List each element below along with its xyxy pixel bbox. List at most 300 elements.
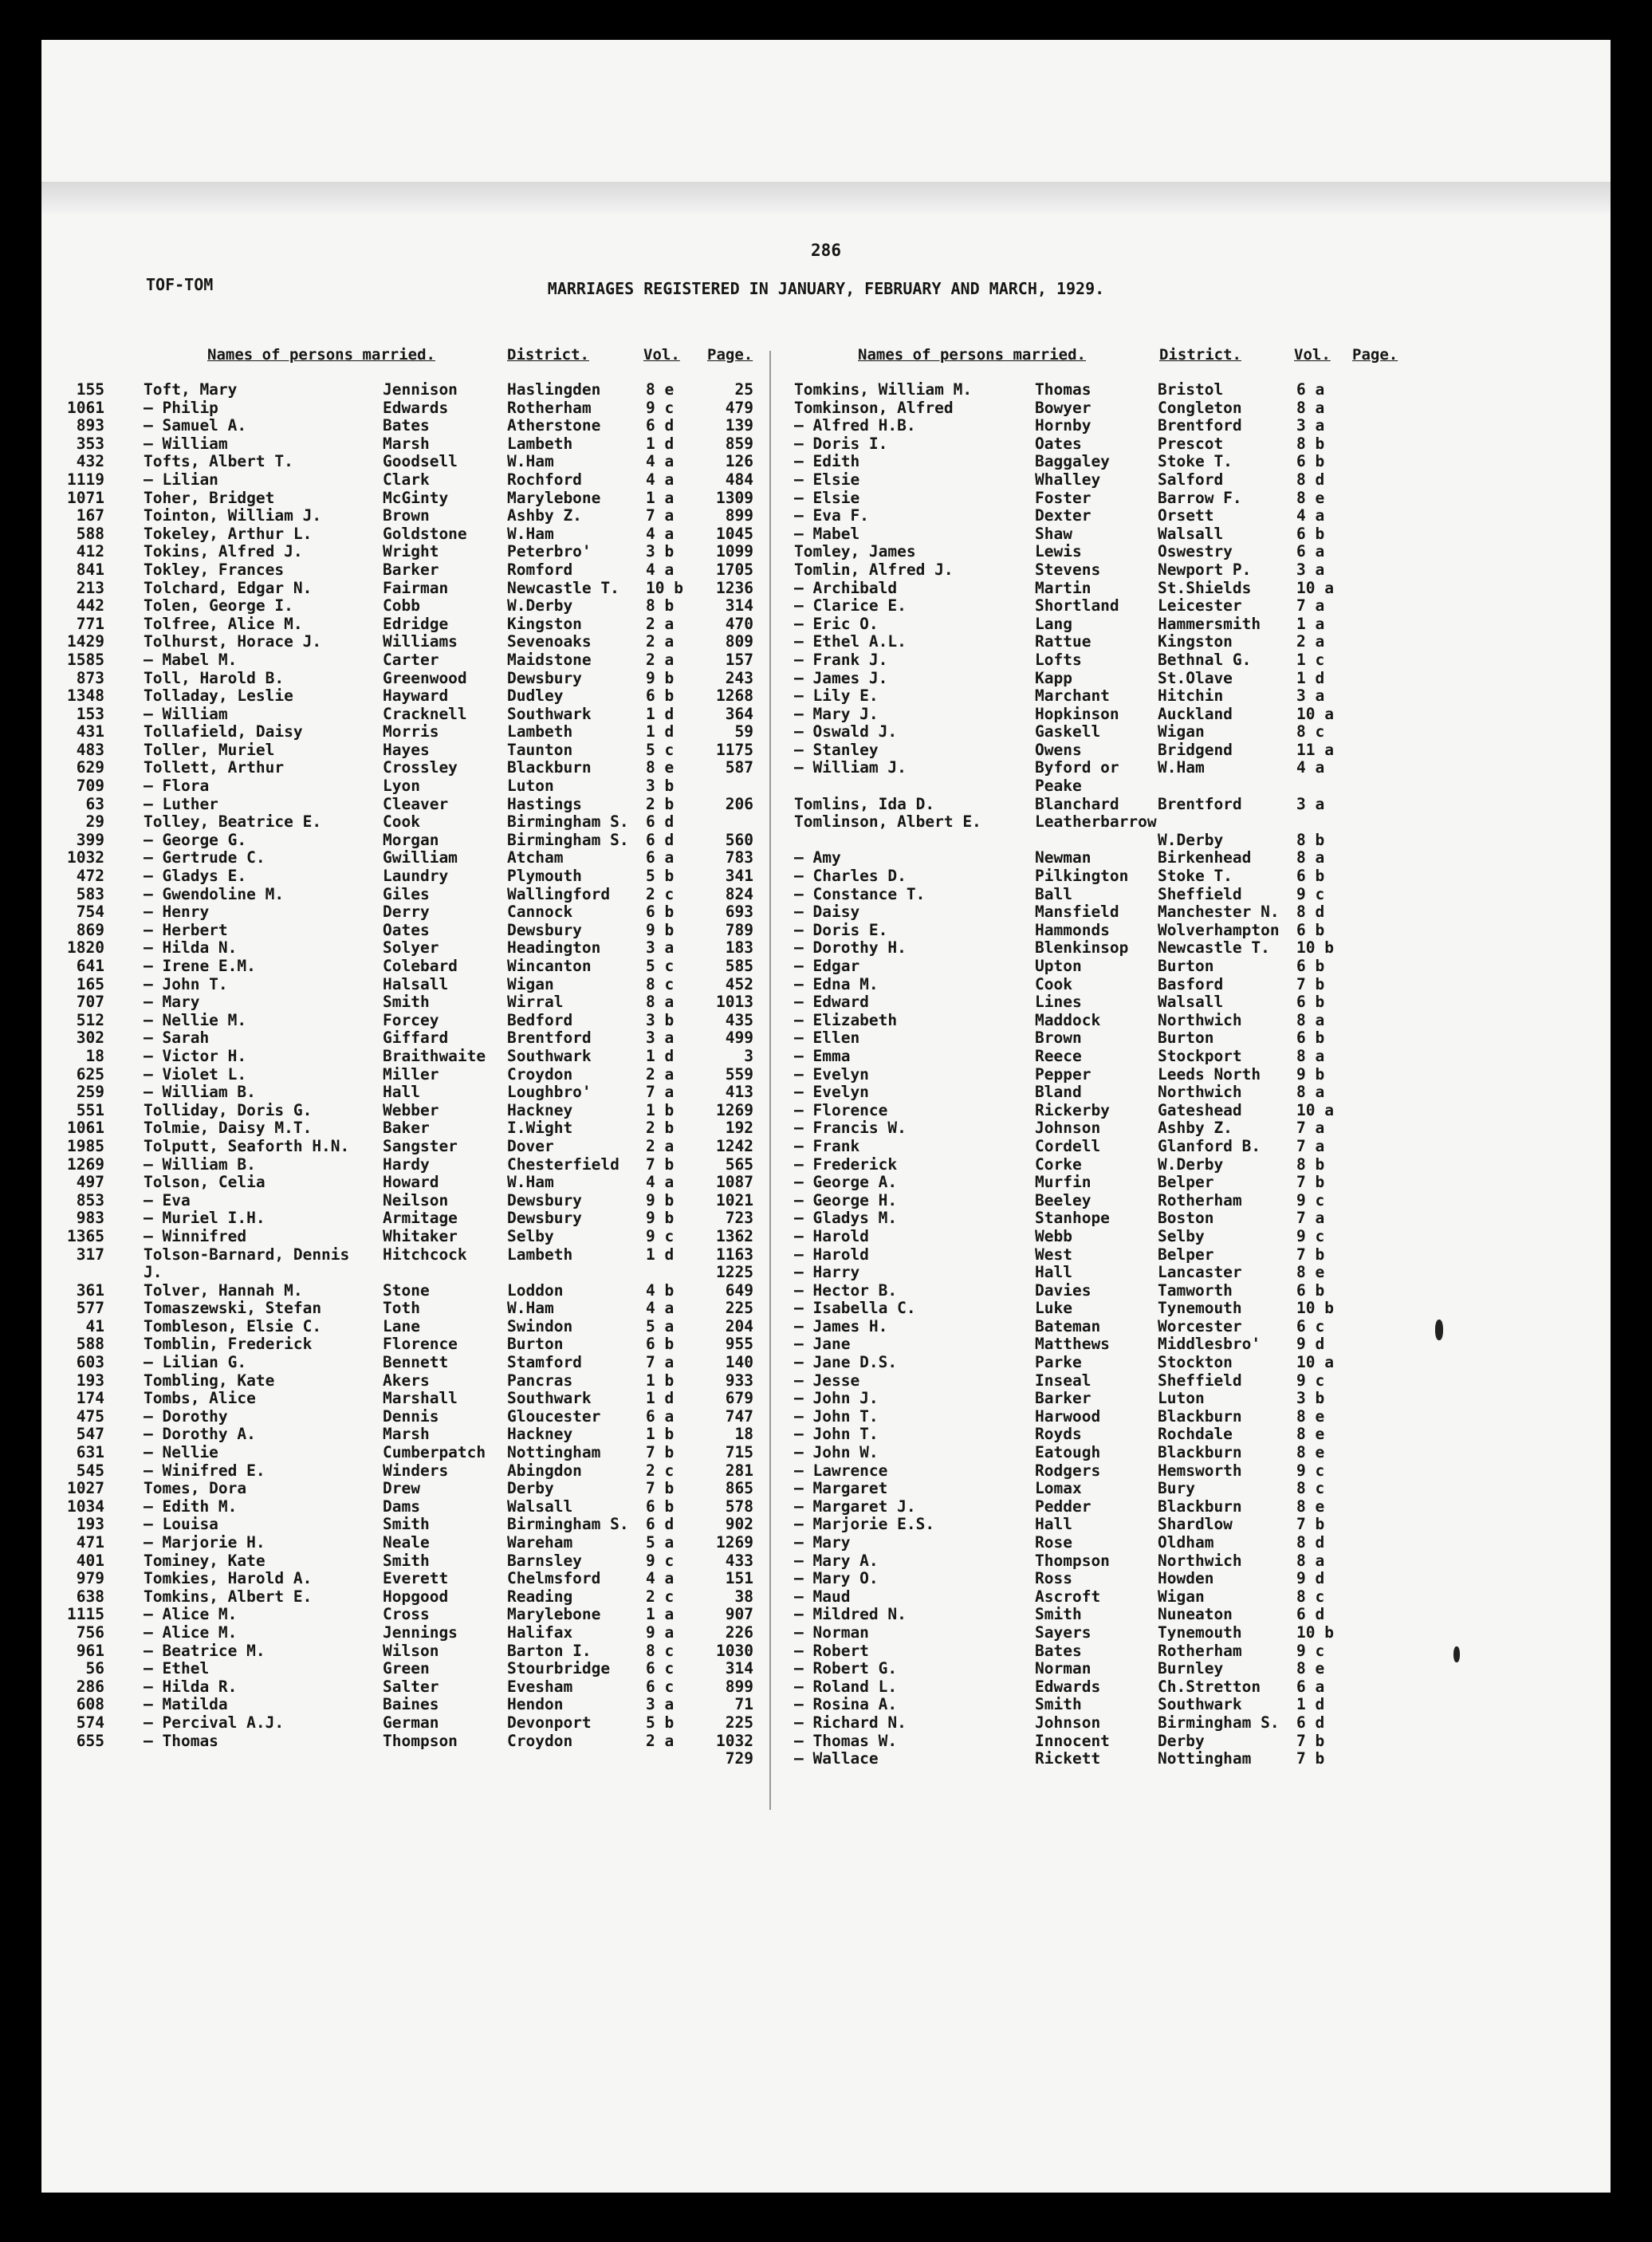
- entry-page: 302: [76, 1029, 104, 1048]
- entry-name: — John T.: [144, 974, 228, 993]
- entry-spouse-surname: Dexter: [1035, 506, 1092, 525]
- entry-volume: 8 e: [1296, 1443, 1325, 1462]
- entry-district: Wigan: [1158, 1587, 1205, 1606]
- entry-volume: 6 d: [646, 1515, 675, 1534]
- entry-page: 1061: [67, 1119, 104, 1138]
- entry-spouse-surname: Whalley: [1035, 470, 1101, 489]
- punch-mark: [1435, 1320, 1443, 1340]
- entry-name: — Emma: [794, 1046, 851, 1065]
- entry-page: 1027: [67, 1479, 104, 1498]
- entry-volume: 6 b: [1296, 524, 1325, 543]
- entry-name: Toll, Harold B.: [144, 668, 285, 687]
- entry-name: — Frank J.: [794, 650, 888, 669]
- entry-volume: 4 a: [646, 1299, 675, 1318]
- entry-spouse-surname: Newman: [1035, 848, 1092, 867]
- entry-name: — Louisa: [144, 1515, 218, 1534]
- entry-spouse-surname: Giffard: [383, 1029, 449, 1048]
- entry-spouse-surname: Johnson: [1035, 1713, 1101, 1732]
- entry-page: 545: [76, 1461, 104, 1480]
- entry-volume: 3 a: [646, 1029, 675, 1048]
- entry-spouse-surname: Drew: [383, 1479, 420, 1498]
- entry-name: — John T.: [794, 1425, 879, 1444]
- entry-name: — Archibald: [794, 578, 898, 597]
- entry-spouse-surname: Morris: [383, 722, 439, 741]
- entry-page: 789: [725, 920, 753, 939]
- entry-district: Cannock: [507, 903, 573, 922]
- entry-district: Ashby Z.: [1158, 1119, 1233, 1138]
- page-title: MARRIAGES REGISTERED IN JANUARY, FEBRUARY AND MARCH, 1929.: [547, 279, 1105, 298]
- entry-page: 1362: [716, 1226, 753, 1245]
- entry-spouse-surname: Clark: [383, 470, 430, 489]
- entry-volume: 10 a: [1296, 578, 1334, 597]
- entry-district: Ch.Stretton: [1158, 1677, 1261, 1696]
- entry-name: Tombleson, Elsie C.: [144, 1316, 322, 1335]
- entry-district: Congleton: [1158, 398, 1242, 417]
- entry-name: — Marjorie H.: [144, 1533, 266, 1552]
- entry-spouse-surname: Lane: [383, 1316, 420, 1335]
- entry-volume: 7 a: [646, 1083, 675, 1102]
- names-header: Names of persons married.: [207, 346, 435, 364]
- entry-page: 484: [725, 470, 753, 489]
- entry-volume: 8 e: [646, 758, 675, 777]
- entry-spouse-surname: Hornby: [1035, 416, 1092, 435]
- entry-spouse-surname: German: [383, 1713, 439, 1732]
- entry-volume: 4 b: [646, 1280, 675, 1300]
- page-header: Page.: [1352, 346, 1398, 364]
- entry-district: Reading: [507, 1587, 573, 1606]
- entry-district: Southwark: [507, 704, 592, 723]
- entry-spouse-surname: Cracknell: [383, 704, 467, 723]
- entry-volume: 2 b: [646, 794, 675, 813]
- entry-name: — Mary: [794, 1533, 851, 1552]
- entry-volume: 2 a: [646, 1731, 675, 1750]
- entry-volume: 4 a: [646, 1173, 675, 1192]
- entry-volume: 8 e: [1296, 1425, 1325, 1444]
- entry-spouse-surname: Kapp: [1035, 668, 1072, 687]
- entry-district: Blackburn: [507, 758, 592, 777]
- entry-page: 1242: [716, 1136, 753, 1155]
- entry-district: Birmingham S.: [507, 1515, 629, 1534]
- entry-spouse-surname: Wilson: [383, 1641, 439, 1660]
- entry-spouse-surname: Forcey: [383, 1010, 439, 1029]
- entry-volume: 8 e: [1296, 1497, 1325, 1516]
- entry-name: — Flora: [144, 777, 210, 796]
- entry-district: Peterbro': [507, 542, 592, 561]
- entry-volume: 8 c: [1296, 1479, 1325, 1498]
- entry-district: Barrow F.: [1158, 488, 1242, 507]
- entry-district: Stourbridge: [507, 1659, 611, 1678]
- entry-volume: 2 a: [646, 650, 675, 669]
- entry-volume: 3 a: [1296, 686, 1325, 706]
- entry-volume: 5 a: [646, 1533, 675, 1552]
- entry-volume: 8 e: [1296, 1263, 1325, 1282]
- entry-volume: 10 a: [1296, 704, 1334, 723]
- entry-district: Sevenoaks: [507, 632, 592, 651]
- entry-spouse-surname: Baines: [383, 1695, 439, 1714]
- entry-volume: 1 d: [646, 1046, 675, 1065]
- entry-page: 574: [76, 1713, 104, 1732]
- entry-page: 314: [725, 596, 753, 616]
- entry-district: W.Ham: [507, 524, 554, 543]
- entry-page: 577: [76, 1299, 104, 1318]
- entry-name: Tomlin, Alfred J.: [794, 560, 954, 579]
- entry-spouse-surname: Cumberpatch: [383, 1443, 486, 1462]
- entry-district: Barton I.: [507, 1641, 592, 1660]
- entry-district: Prescot: [1158, 434, 1224, 453]
- entry-spouse-surname: Everett: [383, 1569, 449, 1588]
- entry-volume: 6 b: [1296, 957, 1325, 975]
- entry-spouse-surname: Martin: [1035, 578, 1092, 597]
- entry-district: Halifax: [507, 1622, 573, 1642]
- entry-name: — Harold: [794, 1226, 869, 1245]
- entry-district: Orsett: [1158, 506, 1214, 525]
- entry-page: 979: [76, 1569, 104, 1588]
- entry-spouse-surname: Goldstone: [383, 524, 467, 543]
- entry-district: Bedford: [507, 1010, 573, 1029]
- entry-name: — John J.: [794, 1389, 879, 1408]
- entry-page: 38: [734, 1587, 753, 1606]
- entry-volume: 2 c: [646, 1587, 675, 1606]
- entry-volume: 10 b: [1296, 938, 1334, 958]
- entry-spouse-surname: Marchant: [1035, 686, 1110, 706]
- entry-page: 401: [76, 1551, 104, 1570]
- entry-page: 585: [725, 957, 753, 975]
- entry-spouse-surname: Ascroft: [1035, 1587, 1101, 1606]
- vol-header: Vol.: [1294, 346, 1331, 364]
- entry-page: 29: [85, 812, 104, 832]
- entry-spouse-surname: Rodgers: [1035, 1461, 1101, 1480]
- entry-district: Kingston: [1158, 632, 1233, 651]
- entry-district: Blackburn: [1158, 1406, 1242, 1426]
- entry-volume: 8 a: [1296, 1046, 1325, 1065]
- entry-district: St.Shields: [1158, 578, 1252, 597]
- entry-name: — Edward: [794, 993, 869, 1012]
- entry-page: 361: [76, 1280, 104, 1300]
- entry-spouse-surname: Brown: [1035, 1029, 1082, 1048]
- entry-volume: 1 b: [646, 1371, 675, 1390]
- entry-name: — Violet L.: [144, 1064, 247, 1084]
- entry-volume: 2 a: [646, 614, 675, 633]
- entry-page: 1269: [716, 1533, 753, 1552]
- entry-spouse-surname: Shaw: [1035, 524, 1072, 543]
- entry-district: Ashby Z.: [507, 506, 582, 525]
- entry-district: Oswestry: [1158, 542, 1233, 561]
- entry-district: Tamworth: [1158, 1280, 1233, 1300]
- entry-name: Tokley, Frances: [144, 560, 285, 579]
- entry-spouse-surname: Rickerby: [1035, 1100, 1110, 1119]
- entry-district: Loughbro': [507, 1083, 592, 1102]
- entry-district: Bridgend: [1158, 740, 1233, 759]
- entry-district: Walsall: [1158, 524, 1224, 543]
- entry-page: 499: [725, 1029, 753, 1048]
- entry-district: Wareham: [507, 1533, 573, 1552]
- entry-district: Auckland: [1158, 704, 1233, 723]
- entry-district: Howden: [1158, 1569, 1214, 1588]
- entry-name: Tolley, Beatrice E.: [144, 812, 322, 832]
- entry-volume: 7 a: [1296, 1119, 1325, 1138]
- entry-district: Hendon: [507, 1695, 564, 1714]
- entry-spouse-surname: Lewis: [1035, 542, 1082, 561]
- entry-name: — Marjorie E.S.: [794, 1515, 935, 1534]
- entry-district: Bristol: [1158, 380, 1224, 399]
- entry-district: Wolverhampton: [1158, 920, 1280, 939]
- entry-page: 588: [76, 1335, 104, 1354]
- entry-page: 56: [85, 1659, 104, 1678]
- entry-volume: 7 a: [646, 506, 675, 525]
- entry-district: Plymouth: [507, 867, 582, 886]
- entry-page: 655: [76, 1731, 104, 1750]
- entry-district: W.Ham: [507, 1299, 554, 1318]
- entry-volume: 5 b: [646, 1713, 675, 1732]
- entry-district: Lambeth: [507, 1245, 573, 1264]
- entry-name: — Beatrice M.: [144, 1641, 266, 1660]
- entry-district: Belper: [1158, 1173, 1214, 1192]
- entry-spouse-surname: Blenkinsop: [1035, 938, 1129, 958]
- entry-page: 1099: [716, 542, 753, 561]
- entry-district: Abingdon: [507, 1461, 582, 1480]
- entry-name: — Ethel: [144, 1659, 210, 1678]
- entry-page: 3: [744, 1046, 753, 1065]
- entry-page: 638: [76, 1587, 104, 1606]
- entry-page: 140: [725, 1353, 753, 1372]
- entry-spouse-surname: Smith: [1035, 1695, 1082, 1714]
- entry-spouse-surname: Innocent: [1035, 1731, 1110, 1750]
- entry-volume: 6 c: [646, 1659, 675, 1678]
- entry-name: Toft, Mary: [144, 380, 238, 399]
- entry-volume: 5 c: [646, 740, 675, 759]
- entry-district: Southwark: [507, 1046, 592, 1065]
- entry-volume: 6 d: [646, 830, 675, 849]
- entry-volume: 8 b: [646, 596, 675, 616]
- entry-name: — Lily E.: [794, 686, 879, 706]
- entry-page: 1236: [716, 578, 753, 597]
- entry-name: Tolson, Celia: [144, 1173, 266, 1192]
- entry-district: Devonport: [507, 1713, 592, 1732]
- entry-name: — Clarice E.: [794, 596, 907, 616]
- entry-page: 497: [76, 1173, 104, 1192]
- entry-spouse-surname: Cross: [383, 1605, 430, 1624]
- entry-volume: 2 b: [646, 1119, 675, 1138]
- punch-mark: [1453, 1646, 1460, 1662]
- entry-page: 18: [85, 1046, 104, 1065]
- entry-page: 470: [725, 614, 753, 633]
- entry-spouse-surname: Rickett: [1035, 1749, 1101, 1768]
- entry-page: 893: [76, 416, 104, 435]
- entry-page: 961: [76, 1641, 104, 1660]
- entry-name: Tomlins, Ida D.: [794, 794, 935, 813]
- entry-page: 1032: [67, 848, 104, 867]
- entry-volume: 2 a: [646, 632, 675, 651]
- entry-volume: 9 c: [1296, 1226, 1325, 1245]
- entry-district: Gateshead: [1158, 1100, 1242, 1119]
- entry-volume: 3 a: [646, 1695, 675, 1714]
- entry-district: Kingston: [507, 614, 582, 633]
- entry-name: — Nellie M.: [144, 1010, 247, 1029]
- entry-page: 1269: [716, 1100, 753, 1119]
- entry-name: — Sarah: [144, 1029, 210, 1048]
- entry-spouse-surname: Armitage: [383, 1209, 458, 1228]
- entry-volume: 6 b: [1296, 867, 1325, 886]
- entry-spouse-surname: Blanchard: [1035, 794, 1119, 813]
- entry-name: — Edith M.: [144, 1497, 238, 1516]
- entry-name: — Samuel A.: [144, 416, 247, 435]
- entry-volume: 8 b: [1296, 830, 1325, 849]
- entry-name: — Victor H.: [144, 1046, 247, 1065]
- entry-page: 693: [725, 903, 753, 922]
- entry-district: Stoke T.: [1158, 867, 1233, 886]
- entry-spouse-surname: Smith: [383, 1551, 430, 1570]
- entry-name: Tomkinson, Alfred: [794, 398, 954, 417]
- entry-volume: 1 d: [1296, 668, 1325, 687]
- entry-name: — Evelyn: [794, 1083, 869, 1102]
- entry-spouse-surname: Luke: [1035, 1299, 1072, 1318]
- entry-page: 18: [734, 1425, 753, 1444]
- entry-spouse-surname: Green: [383, 1659, 430, 1678]
- entry-name: — Florence: [794, 1100, 888, 1119]
- entry-district: Headington: [507, 938, 601, 958]
- entry-page: 1087: [716, 1173, 753, 1192]
- entry-spouse-surname: Lyon: [383, 777, 420, 796]
- entry-spouse-surname: Smith: [383, 1515, 430, 1534]
- entry-page: 225: [725, 1299, 753, 1318]
- entry-volume: 6 b: [1296, 1029, 1325, 1048]
- entry-volume: 8 d: [1296, 470, 1325, 489]
- entry-volume: 6 d: [1296, 1713, 1325, 1732]
- entry-page: 679: [725, 1389, 753, 1408]
- entry-district: W.Ham: [507, 1173, 554, 1192]
- entry-volume: 8 e: [1296, 1659, 1325, 1678]
- entry-page: 756: [76, 1622, 104, 1642]
- entry-district: Hastings: [507, 794, 582, 813]
- entry-page: 412: [76, 542, 104, 561]
- entry-spouse-surname: Williams: [383, 632, 458, 651]
- entry-page: 809: [725, 632, 753, 651]
- entry-spouse-surname: Stanhope: [1035, 1209, 1110, 1228]
- entry-name: — Jane D.S.: [794, 1353, 898, 1372]
- entry-page: 899: [725, 506, 753, 525]
- entry-spouse-surname: Thomas: [1035, 380, 1092, 399]
- entry-name: Tominey, Kate: [144, 1551, 266, 1570]
- entry-name: — William J.: [794, 758, 907, 777]
- entry-name: — Daisy: [794, 903, 860, 922]
- entry-page: 583: [76, 884, 104, 903]
- entry-volume: 8 a: [1296, 398, 1325, 417]
- entry-volume: 6 a: [1296, 1677, 1325, 1696]
- entry-name: — Elsie: [794, 488, 860, 507]
- entry-district: Rotherham: [1158, 1641, 1242, 1660]
- entry-district: Loddon: [507, 1280, 564, 1300]
- entry-spouse-surname: Shortland: [1035, 596, 1119, 616]
- entry-district: Wincanton: [507, 957, 592, 975]
- entry-page: 1268: [716, 686, 753, 706]
- entry-district: Glanford B.: [1158, 1136, 1261, 1155]
- entry-district: Bethnal G.: [1158, 650, 1252, 669]
- entry-name: — Winnifred: [144, 1226, 247, 1245]
- entry-district: Dewsbury: [507, 668, 582, 687]
- entry-volume: 6 b: [646, 686, 675, 706]
- entry-volume: 7 b: [1296, 1515, 1325, 1534]
- entry-name: Tolmie, Daisy M.T.: [144, 1119, 313, 1138]
- entry-district: Dudley: [507, 686, 564, 706]
- entry-district: Manchester N.: [1158, 903, 1280, 922]
- entry-page: 475: [76, 1406, 104, 1426]
- entry-district: Wallingford: [507, 884, 611, 903]
- entry-name: Tolfree, Alice M.: [144, 614, 303, 633]
- entry-district: Luton: [507, 777, 554, 796]
- entry-page: 983: [76, 1209, 104, 1228]
- entry-spouse-surname: Davies: [1035, 1280, 1092, 1300]
- entry-district: Rochdale: [1158, 1425, 1233, 1444]
- entry-name: — John T.: [794, 1406, 879, 1426]
- entry-spouse-surname: Marshall: [383, 1389, 458, 1408]
- entry-volume: 6 c: [1296, 1316, 1325, 1335]
- entry-name: — Robert: [794, 1641, 869, 1660]
- entry-name: — Margaret J.: [794, 1497, 916, 1516]
- column-divider: [769, 351, 771, 1810]
- entry-name: — Rosina A.: [794, 1695, 898, 1714]
- entry-volume: 9 b: [646, 668, 675, 687]
- entry-name: — Norman: [794, 1622, 869, 1642]
- entry-name: — Thomas: [144, 1731, 218, 1750]
- entry-district: Walsall: [1158, 993, 1224, 1012]
- entry-district: Hackney: [507, 1100, 573, 1119]
- entry-name: — Oswald J.: [794, 722, 898, 741]
- entry-spouse-surname: Oates: [383, 920, 430, 939]
- entry-name: — Hilda N.: [144, 938, 238, 958]
- entry-spouse-surname: Reece: [1035, 1046, 1082, 1065]
- entry-spouse-surname: Edwards: [383, 398, 449, 417]
- entry-name: Tokeley, Arthur L.: [144, 524, 313, 543]
- entry-spouse-surname: Murfin: [1035, 1173, 1092, 1192]
- entry-name: — Frederick: [794, 1154, 898, 1174]
- entry-spouse-surname: Hayward: [383, 686, 449, 706]
- entry-spouse-surname: Webber: [383, 1100, 439, 1119]
- entry-page: 754: [76, 903, 104, 922]
- entry-page: 873: [76, 668, 104, 687]
- entry-volume: 3 b: [1296, 1389, 1325, 1408]
- entry-name: — Thomas W.: [794, 1731, 898, 1750]
- entry-page: 1269: [67, 1154, 104, 1174]
- entry-spouse-surname: Bowyer: [1035, 398, 1092, 417]
- entry-spouse-surname: Marsh: [383, 1425, 430, 1444]
- entry-spouse-surname: Edwards: [1035, 1677, 1101, 1696]
- entry-page: 364: [725, 704, 753, 723]
- entry-page: 631: [76, 1443, 104, 1462]
- entry-name: Tombling, Kate: [144, 1371, 275, 1390]
- entry-name: — James J.: [794, 668, 888, 687]
- entry-name: Tointon, William J.: [144, 506, 322, 525]
- entry-name: Tolhurst, Horace J.: [144, 632, 322, 651]
- entry-volume: 6 c: [646, 1677, 675, 1696]
- entry-district: Lambeth: [507, 722, 573, 741]
- entry-volume: 2 c: [646, 1461, 675, 1480]
- entry-page: 625: [76, 1064, 104, 1084]
- entry-page: 1585: [67, 650, 104, 669]
- entry-district: W.Derby: [1158, 1154, 1224, 1174]
- entry-page: 1045: [716, 524, 753, 543]
- entry-volume: 6 b: [1296, 452, 1325, 471]
- entry-volume: 6 d: [1296, 1605, 1325, 1624]
- entry-spouse-surname: Leatherbarrow: [1035, 812, 1157, 832]
- entry-spouse-surname: Hayes: [383, 740, 430, 759]
- entry-district: Lancaster: [1158, 1263, 1242, 1282]
- entry-district: Rotherham: [507, 398, 592, 417]
- entry-page: 281: [725, 1461, 753, 1480]
- entry-volume: 6 b: [646, 1497, 675, 1516]
- entry-spouse-surname: Hopgood: [383, 1587, 449, 1606]
- entry-spouse-surname: McGinty: [383, 488, 449, 507]
- entry-page: 435: [725, 1010, 753, 1029]
